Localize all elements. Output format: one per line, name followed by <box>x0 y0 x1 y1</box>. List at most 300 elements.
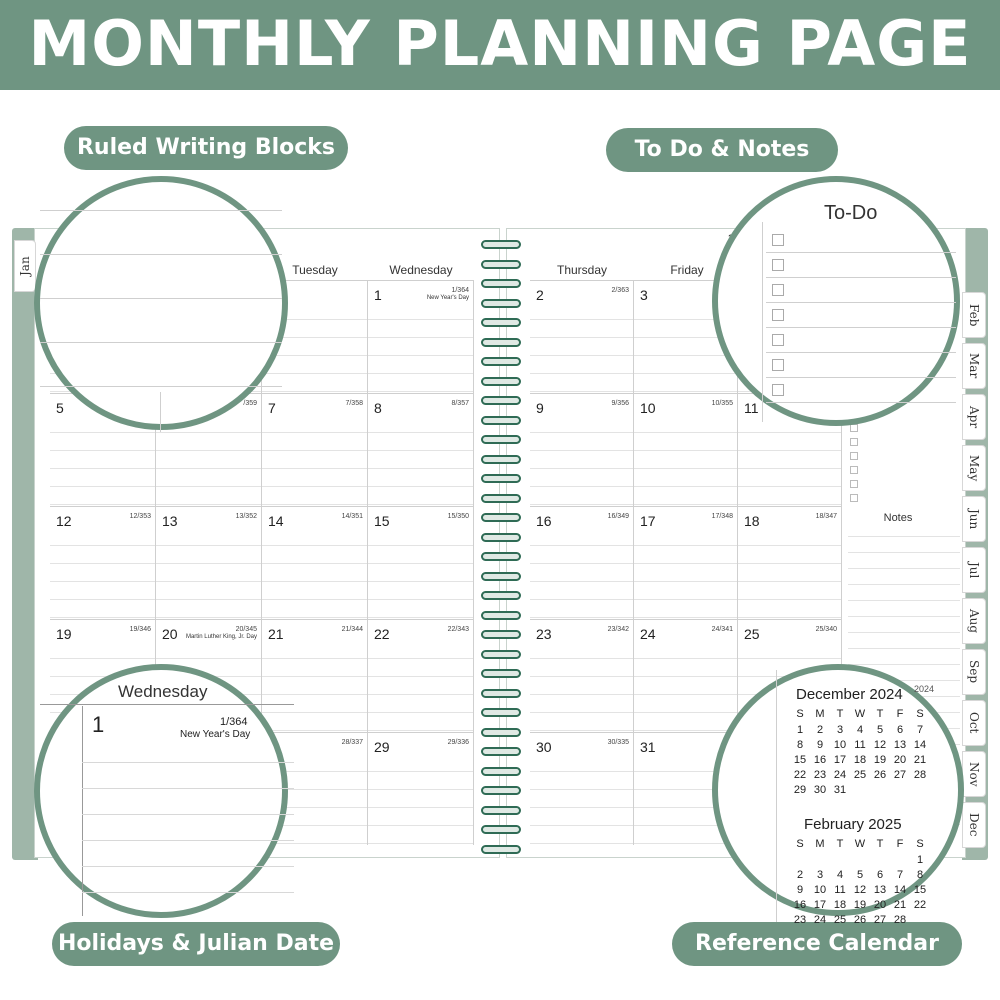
day-number: 31 <box>640 739 656 755</box>
ruled-line <box>50 617 155 618</box>
todo-checkbox <box>772 334 784 346</box>
calendar-date: 23 <box>813 769 827 781</box>
day-cell <box>368 393 474 506</box>
ruled-line <box>368 337 473 338</box>
ruled-line <box>368 486 473 487</box>
notes-line <box>848 600 960 601</box>
spiral-coil <box>481 240 521 249</box>
ruled-line <box>738 658 841 659</box>
ruled-line <box>368 658 473 659</box>
ruled-line <box>262 432 367 433</box>
day-number: 29 <box>374 739 390 755</box>
ruled-line <box>156 563 261 564</box>
ruled-line <box>634 391 737 392</box>
ruled-line <box>530 432 633 433</box>
ruled-line <box>262 373 367 374</box>
zoom-holiday <box>34 664 288 918</box>
tab-jul[interactable]: Jul <box>962 547 986 593</box>
tab-jun[interactable]: Jun <box>962 496 986 542</box>
ruled-line <box>634 694 737 695</box>
ruled-line <box>262 581 367 582</box>
ruled-line <box>368 319 473 320</box>
calendar-date: 17 <box>833 754 847 766</box>
tab-jan[interactable]: Jan <box>14 240 36 292</box>
spiral-coil <box>481 318 521 327</box>
zoom-day-number: 1 <box>92 712 105 737</box>
calendar-date: 28 <box>893 914 907 926</box>
spiral-coil <box>481 806 521 815</box>
todo-divider <box>762 222 763 422</box>
weekday-initial: T <box>836 838 844 850</box>
day-number: 18 <box>744 513 760 529</box>
ruled-line <box>634 373 737 374</box>
ruled-line <box>530 563 633 564</box>
ruled-line <box>368 843 473 844</box>
ruled-line <box>40 342 282 343</box>
day-number: 30 <box>536 739 552 755</box>
julian-date: 12/353 <box>129 513 151 520</box>
todo-checkbox <box>772 284 784 296</box>
ruled-line <box>738 504 841 505</box>
todo-checkbox <box>772 359 784 371</box>
callout-reference-calendar: Reference Calendar <box>672 922 962 966</box>
ruled-line <box>530 712 633 713</box>
day-cell <box>634 619 738 732</box>
day-number: 11 <box>744 400 759 416</box>
ruled-line <box>368 545 473 546</box>
todo-checkbox <box>772 384 784 396</box>
notes-line <box>848 536 960 537</box>
ruled-line <box>50 545 155 546</box>
ruled-line <box>530 486 633 487</box>
calendar-date: 9 <box>816 739 824 751</box>
ruled-line <box>738 468 841 469</box>
spiral-coil <box>481 669 521 678</box>
calendar-date: 18 <box>833 899 847 911</box>
ruled-line <box>156 545 261 546</box>
spiral-coil <box>481 650 521 659</box>
calendar-date: 18 <box>853 754 867 766</box>
calendar-date: 10 <box>813 884 827 896</box>
tab-mar[interactable]: Mar <box>962 343 986 389</box>
ruled-line <box>368 355 473 356</box>
day-cell <box>262 619 368 732</box>
ruled-line <box>634 658 737 659</box>
ruled-line <box>368 599 473 600</box>
day-number: 12 <box>56 513 72 529</box>
weekday-header: Wednesday <box>389 263 453 277</box>
day-number: 20 <box>162 626 178 642</box>
julian-date: 14/351 <box>341 513 363 520</box>
ruled-line <box>82 814 294 815</box>
ruled-line <box>530 504 633 505</box>
ruled-line <box>634 563 737 564</box>
calendar-date: 12 <box>873 739 887 751</box>
ruled-line <box>634 355 737 356</box>
calendar-date: 3 <box>816 869 824 881</box>
ruled-line <box>368 771 473 772</box>
calendar-date: 8 <box>796 739 804 751</box>
calendar-date: 5 <box>876 724 884 736</box>
weekday-initial: F <box>896 838 904 850</box>
ruled-line <box>368 432 473 433</box>
weekday-header: Thursday <box>556 263 608 277</box>
todo-title: To-Do <box>824 202 878 224</box>
ruled-line <box>156 599 261 600</box>
ruled-line <box>530 599 633 600</box>
calendar-date: 2 <box>796 869 804 881</box>
ruled-line <box>50 599 155 600</box>
tab-oct[interactable]: Oct <box>962 700 986 746</box>
zoom-julian-date: 1/364 <box>220 716 248 728</box>
calendar-date: 3 <box>836 724 844 736</box>
julian-date: 9/356 <box>611 400 629 407</box>
spiral-coil <box>481 455 521 464</box>
ruled-line <box>262 730 367 731</box>
ruled-line <box>262 617 367 618</box>
ruled-line <box>40 210 282 211</box>
calendar-date: 23 <box>793 914 807 926</box>
spiral-coil <box>481 611 521 620</box>
ref-month-february: February 2025 <box>804 816 902 833</box>
day-cell <box>530 732 634 845</box>
calendar-date: 17 <box>813 899 827 911</box>
calendar-date: 21 <box>893 899 907 911</box>
ruled-line <box>738 617 841 618</box>
day-cell <box>368 619 474 732</box>
spiral-coil <box>481 474 521 483</box>
ruled-line <box>634 545 737 546</box>
callout-ruled-writing: Ruled Writing Blocks <box>64 126 348 170</box>
spiral-coil <box>481 767 521 776</box>
ruled-line <box>262 486 367 487</box>
ruled-line <box>634 468 737 469</box>
zoom-cell-top <box>40 704 294 705</box>
ruled-line <box>82 840 294 841</box>
weekday-initial: S <box>916 838 924 850</box>
ruled-line <box>368 730 473 731</box>
julian-date: 8/357 <box>451 400 469 407</box>
todo-checkbox <box>850 424 858 432</box>
tab-aug[interactable]: Aug <box>962 598 986 644</box>
calendar-date: 20 <box>873 899 887 911</box>
ruled-line <box>530 545 633 546</box>
weekday-initial: F <box>896 708 904 720</box>
notes-line <box>848 616 960 617</box>
julian-date: 18/347 <box>815 513 837 520</box>
day-cell <box>634 506 738 619</box>
calendar-date: 13 <box>873 884 887 896</box>
weekday-initial: S <box>916 708 924 720</box>
day-cell <box>262 393 368 506</box>
ruled-line <box>530 450 633 451</box>
spiral-coil <box>481 728 521 737</box>
spiral-coil <box>481 747 521 756</box>
julian-date: 22/343 <box>447 626 469 633</box>
ruled-line <box>156 581 261 582</box>
julian-date: 7/358 <box>345 400 363 407</box>
ref-month-december: December 2024 <box>796 686 903 703</box>
calendar-date: 29 <box>793 784 807 796</box>
day-number: 10 <box>640 400 656 416</box>
calendar-date: 7 <box>896 869 904 881</box>
julian-date: 20/345 <box>235 626 257 633</box>
day-number: 7 <box>268 400 276 416</box>
zoom-reference-calendar <box>712 664 964 926</box>
weekday-initial: S <box>796 838 804 850</box>
ruled-line <box>50 581 155 582</box>
todo-checkbox <box>772 309 784 321</box>
ruled-line <box>262 504 367 505</box>
ruled-line <box>634 730 737 731</box>
day-number: 19 <box>56 626 72 642</box>
calendar-date: 2 <box>816 724 824 736</box>
ruled-line <box>262 843 367 844</box>
spiral-coil <box>481 786 521 795</box>
tab-dec[interactable]: Dec <box>962 802 986 848</box>
julian-date: 24/341 <box>711 626 733 633</box>
todo-checkbox <box>850 438 858 446</box>
notes-line <box>848 648 960 649</box>
julian-date: 13/352 <box>235 513 257 520</box>
todo-line <box>766 352 956 353</box>
calendar-date: 9 <box>796 884 804 896</box>
ruled-line <box>262 450 367 451</box>
ruled-line <box>634 599 737 600</box>
ruled-line <box>82 866 294 867</box>
calendar-date: 20 <box>893 754 907 766</box>
weekday-initial: S <box>796 708 804 720</box>
spiral-coil <box>481 416 521 425</box>
day-cell <box>530 506 634 619</box>
day-cell <box>530 280 634 393</box>
calendar-date: 26 <box>853 914 867 926</box>
ruled-line <box>40 254 282 255</box>
ruled-line <box>738 581 841 582</box>
ruled-line <box>82 788 294 789</box>
calendar-date: 13 <box>893 739 907 751</box>
calendar-date: 8 <box>916 869 924 881</box>
ruled-line <box>530 730 633 731</box>
ruled-line <box>368 825 473 826</box>
julian-date: 17/348 <box>711 513 733 520</box>
spiral-coil <box>481 513 521 522</box>
callout-holidays-julian: Holidays & Julian Date <box>52 922 340 966</box>
ruled-line <box>530 337 633 338</box>
banner-title: MONTHLY PLANNING PAGE <box>28 7 972 80</box>
calendar-date: 19 <box>853 899 867 911</box>
calendar-date: 22 <box>793 769 807 781</box>
calendar-date: 16 <box>813 754 827 766</box>
column-divider <box>160 392 161 432</box>
day-number: 5 <box>56 400 64 416</box>
julian-date: 15/350 <box>447 513 469 520</box>
calendar-date: 1 <box>796 724 804 736</box>
ruled-line <box>530 771 633 772</box>
calendar-date: 15 <box>913 884 927 896</box>
spiral-coil <box>481 630 521 639</box>
spiral-coil <box>481 396 521 405</box>
zoom-ruled-blocks <box>34 176 288 430</box>
julian-date: 25/340 <box>815 626 837 633</box>
ruled-line <box>156 486 261 487</box>
ruled-line <box>368 391 473 392</box>
tab-feb[interactable]: Feb <box>962 292 986 338</box>
ruled-line <box>530 843 633 844</box>
calendar-date: 28 <box>913 769 927 781</box>
calendar-date: 5 <box>856 869 864 881</box>
spiral-coil <box>481 689 521 698</box>
ruled-line <box>262 355 367 356</box>
ruled-line <box>368 450 473 451</box>
ruled-line <box>156 504 261 505</box>
ruled-line <box>50 468 155 469</box>
ruled-line <box>50 450 155 451</box>
calendar-date: 6 <box>896 724 904 736</box>
ruled-line <box>156 450 261 451</box>
julian-date: 30/335 <box>607 739 629 746</box>
notes-line <box>848 584 960 585</box>
ruled-line <box>368 789 473 790</box>
banner <box>0 0 1000 90</box>
spiral-coil <box>481 708 521 717</box>
todo-line <box>766 277 956 278</box>
calendar-date: 24 <box>813 914 827 926</box>
ruled-line <box>530 373 633 374</box>
day-number: 2 <box>536 287 544 303</box>
ruled-line <box>82 762 294 763</box>
day-number: 8 <box>374 400 382 416</box>
ruled-line <box>368 712 473 713</box>
ruled-line <box>50 504 155 505</box>
julian-date: 21/344 <box>341 626 363 633</box>
spiral-coil <box>481 591 521 600</box>
ruled-line <box>368 504 473 505</box>
day-cell <box>262 506 368 619</box>
day-number: 15 <box>374 513 390 529</box>
ruled-line <box>634 581 737 582</box>
ruled-line <box>262 563 367 564</box>
weekday-initial: T <box>836 708 844 720</box>
calendar-date: 30 <box>813 784 827 796</box>
notes-line <box>848 664 960 665</box>
weekday-initial: W <box>854 708 866 720</box>
ruled-line <box>530 617 633 618</box>
tab-may[interactable]: May <box>962 445 986 491</box>
ruled-line <box>368 807 473 808</box>
ruled-line <box>156 468 261 469</box>
julian-date: 19/346 <box>129 626 151 633</box>
notes-label: Notes <box>883 512 913 524</box>
ruled-line <box>738 432 841 433</box>
weekday-initial: W <box>854 838 866 850</box>
calendar-date: 25 <box>833 914 847 926</box>
ruled-line <box>262 658 367 659</box>
calendar-date: 31 <box>833 784 847 796</box>
spiral-coil <box>481 825 521 834</box>
zoom-weekday: Wednesday <box>118 682 208 701</box>
calendar-date: 26 <box>873 769 887 781</box>
ref-year-overflow: 2024 <box>914 684 935 694</box>
weekday-initial: T <box>876 708 884 720</box>
ruled-line <box>530 391 633 392</box>
day-number: 22 <box>374 626 390 642</box>
day-number: 9 <box>536 400 544 416</box>
spiral-coil <box>481 845 521 854</box>
ruled-line <box>738 486 841 487</box>
ruled-line <box>262 545 367 546</box>
tab-nov[interactable]: Nov <box>962 751 986 797</box>
tab-apr[interactable]: Apr <box>962 394 986 440</box>
ruled-line <box>634 617 737 618</box>
ruled-line <box>530 807 633 808</box>
todo-line <box>766 302 956 303</box>
calendar-date: 21 <box>913 754 927 766</box>
spiral-coil <box>481 533 521 542</box>
day-cell <box>368 732 474 845</box>
calendar-date: 25 <box>853 769 867 781</box>
notes-line <box>848 568 960 569</box>
julian-date: 28/337 <box>341 739 363 746</box>
day-number: 25 <box>744 626 760 642</box>
tab-sep[interactable]: Sep <box>962 649 986 695</box>
day-number: 3 <box>640 287 648 303</box>
day-number: 17 <box>640 513 656 529</box>
day-cell <box>634 393 738 506</box>
calendar-date: 14 <box>913 739 927 751</box>
julian-date: 2/363 <box>611 287 629 294</box>
ruled-line <box>634 504 737 505</box>
spiral-coil <box>481 552 521 561</box>
todo-line <box>766 377 956 378</box>
spiral-coil <box>481 279 521 288</box>
spiral-coil <box>481 260 521 269</box>
ruled-line <box>368 676 473 677</box>
day-number: 21 <box>268 626 284 642</box>
ruled-line <box>530 694 633 695</box>
ruled-line <box>530 658 633 659</box>
weekday-initial: M <box>815 838 825 850</box>
ruled-line <box>156 658 261 659</box>
spiral-coil <box>481 435 521 444</box>
zoom-holiday-name: New Year's Day <box>180 729 251 740</box>
spiral-coil <box>481 357 521 366</box>
calendar-date: 1 <box>916 854 924 866</box>
todo-line <box>766 252 956 253</box>
calendar-date: 10 <box>833 739 847 751</box>
ruled-line <box>368 694 473 695</box>
day-number: 1 <box>374 287 382 303</box>
spiral-coil <box>481 572 521 581</box>
zoom-cell-border <box>82 706 83 916</box>
calendar-date: 15 <box>793 754 807 766</box>
todo-line <box>766 327 956 328</box>
julian-date: 1/364 <box>451 287 469 294</box>
zoom-todo <box>712 176 960 426</box>
ruled-line <box>738 563 841 564</box>
todo-checkbox <box>850 466 858 474</box>
julian-date: 29/336 <box>447 739 469 746</box>
calendar-date: 11 <box>854 739 866 751</box>
ruled-line <box>156 617 261 618</box>
julian-date: 16/349 <box>607 513 629 520</box>
calendar-date: 22 <box>913 899 927 911</box>
ruled-line <box>738 545 841 546</box>
ruled-line <box>262 391 367 392</box>
ruled-line <box>262 676 367 677</box>
ruled-line <box>634 843 737 844</box>
ruled-line <box>262 468 367 469</box>
